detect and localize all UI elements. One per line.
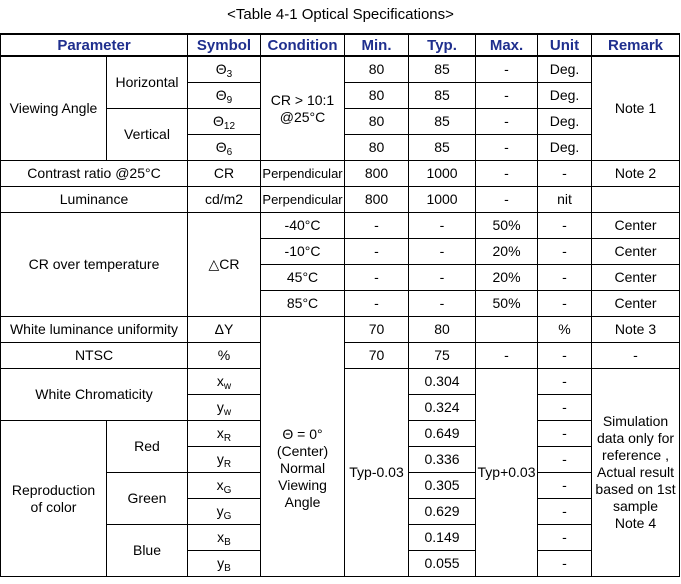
max-cell: 50% (476, 213, 538, 239)
max-cell: - (476, 343, 538, 369)
typ-cell: 85 (409, 56, 476, 83)
viewing-remark: Note 1 (592, 56, 680, 161)
typ-cell: 0.649 (409, 421, 476, 447)
red-label: Red (107, 421, 188, 473)
typ-cell: 0.304 (409, 369, 476, 395)
unit-cell: - (538, 239, 592, 265)
cr-temperature-label: CR over temperature (1, 213, 188, 317)
unit-cell: Deg. (538, 109, 592, 135)
unit-cell: - (538, 265, 592, 291)
reproduction-label: Reproduction of color (1, 421, 107, 577)
min-cell: - (345, 239, 409, 265)
unit-cell: - (538, 161, 592, 187)
min-cell: 80 (345, 109, 409, 135)
chromaticity-condition: Θ = 0° (Center) Normal Viewing Angle (261, 317, 345, 577)
vertical-label: Vertical (107, 109, 188, 161)
typ-cell: - (409, 213, 476, 239)
condition-cell: 45°C (261, 265, 345, 291)
unit-cell: nit (538, 187, 592, 213)
min-cell: 70 (345, 343, 409, 369)
table-row (1, 56, 680, 83)
chromaticity-min: Typ-0.03 (345, 369, 409, 577)
unit-cell: - (538, 343, 592, 369)
viewing-angle-label: Viewing Angle (1, 56, 107, 161)
remark-cell: Center (592, 239, 680, 265)
max-cell: - (476, 135, 538, 161)
unit-cell: - (538, 447, 592, 473)
table-row (1, 187, 680, 213)
min-cell: 80 (345, 56, 409, 83)
min-cell: 80 (345, 83, 409, 109)
min-cell: 800 (345, 187, 409, 213)
unit-cell: Deg. (538, 56, 592, 83)
remark-cell: Center (592, 213, 680, 239)
max-cell: - (476, 83, 538, 109)
max-cell: 50% (476, 291, 538, 317)
condition-cell: Perpendicular (261, 187, 345, 213)
remark-cell (592, 187, 680, 213)
unit-cell: - (538, 369, 592, 395)
typ-cell: 75 (409, 343, 476, 369)
typ-cell: 1000 (409, 187, 476, 213)
unit-cell: Deg. (538, 135, 592, 161)
symbol-cell: CR (188, 161, 261, 187)
typ-cell: 85 (409, 109, 476, 135)
min-cell: - (345, 291, 409, 317)
typ-cell: - (409, 239, 476, 265)
typ-cell: 0.336 (409, 447, 476, 473)
luminance-label: Luminance (1, 187, 188, 213)
symbol-cell: $y_w$ (188, 395, 261, 421)
unit-cell: Deg. (538, 83, 592, 109)
min-cell: 80 (345, 135, 409, 161)
unit-cell: - (538, 551, 592, 577)
symbol-cell: $y_G$ (188, 499, 261, 525)
typ-cell: 85 (409, 135, 476, 161)
header-typ: Typ. (409, 34, 476, 56)
max-cell (476, 317, 538, 343)
symbol-cell: $\Theta_3$ (188, 56, 261, 83)
min-cell: - (345, 213, 409, 239)
optical-spec-table (0, 33, 680, 577)
unit-cell: % (538, 317, 592, 343)
typ-cell: 0.305 (409, 473, 476, 499)
min-cell: - (345, 265, 409, 291)
condition-cell: -10°C (261, 239, 345, 265)
max-cell: - (476, 109, 538, 135)
table-row (1, 161, 680, 187)
symbol-cell: $\Theta_9$ (188, 83, 261, 109)
remark-cell: - (592, 343, 680, 369)
symbol-cell: $\Theta_{12}$ (188, 109, 261, 135)
symbol-cell: ΔY (188, 317, 261, 343)
remark-cell: Note 2 (592, 161, 680, 187)
typ-cell: 0.629 (409, 499, 476, 525)
header-condition: Condition (261, 34, 345, 56)
green-label: Green (107, 473, 188, 525)
symbol-cell: $x_G$ (188, 473, 261, 499)
remark-cell: Center (592, 291, 680, 317)
header-remark: Remark (592, 34, 680, 56)
unit-cell: - (538, 395, 592, 421)
typ-cell: 0.149 (409, 525, 476, 551)
typ-cell: 85 (409, 83, 476, 109)
chromaticity-max: Typ+0.03 (476, 369, 538, 577)
white-chromaticity-label: White Chromaticity (1, 369, 188, 421)
uniformity-label: White luminance uniformity (1, 317, 188, 343)
remark-cell: Center (592, 265, 680, 291)
symbol-cell: $x_w$ (188, 369, 261, 395)
typ-cell: 80 (409, 317, 476, 343)
symbol-cell: $y_B$ (188, 551, 261, 577)
symbol-cell: % (188, 343, 261, 369)
blue-label: Blue (107, 525, 188, 577)
unit-cell: - (538, 525, 592, 551)
remark-cell: Note 3 (592, 317, 680, 343)
unit-cell: - (538, 499, 592, 525)
table-row (1, 317, 680, 343)
typ-cell: 0.324 (409, 395, 476, 421)
header-unit: Unit (538, 34, 592, 56)
header-min: Min. (345, 34, 409, 56)
condition-cell: -40°C (261, 213, 345, 239)
typ-cell: 1000 (409, 161, 476, 187)
contrast-label: Contrast ratio @25°C (1, 161, 188, 187)
header-symbol: Symbol (188, 34, 261, 56)
typ-cell: - (409, 265, 476, 291)
typ-cell: 0.055 (409, 551, 476, 577)
header-parameter: Parameter (1, 34, 188, 56)
cr-temperature-symbol: △CR (188, 213, 261, 317)
symbol-cell: $x_R$ (188, 421, 261, 447)
header-row (1, 34, 680, 56)
condition-cell: 85°C (261, 291, 345, 317)
chromaticity-remark: Simulation data only for reference , Actual result based on 1st sample Note 4 (592, 369, 680, 577)
condition-cell: Perpendicular (261, 161, 345, 187)
unit-cell: - (538, 291, 592, 317)
max-cell: - (476, 161, 538, 187)
unit-cell: - (538, 421, 592, 447)
min-cell: 70 (345, 317, 409, 343)
unit-cell: - (538, 473, 592, 499)
max-cell: 20% (476, 239, 538, 265)
viewing-condition: CR > 10:1 @25°C (261, 56, 345, 161)
unit-cell: - (538, 213, 592, 239)
symbol-cell: $\Theta_6$ (188, 135, 261, 161)
header-max: Max. (476, 34, 538, 56)
symbol-cell: cd/m2 (188, 187, 261, 213)
table-caption: <Table 4-1 Optical Specifications> (227, 6, 454, 23)
symbol-cell: $x_B$ (188, 525, 261, 551)
ntsc-label: NTSC (1, 343, 188, 369)
typ-cell: - (409, 291, 476, 317)
symbol-cell: $y_R$ (188, 447, 261, 473)
table-row (1, 213, 680, 239)
min-cell: 800 (345, 161, 409, 187)
max-cell: - (476, 56, 538, 83)
max-cell: 20% (476, 265, 538, 291)
horizontal-label: Horizontal (107, 56, 188, 109)
max-cell: - (476, 187, 538, 213)
